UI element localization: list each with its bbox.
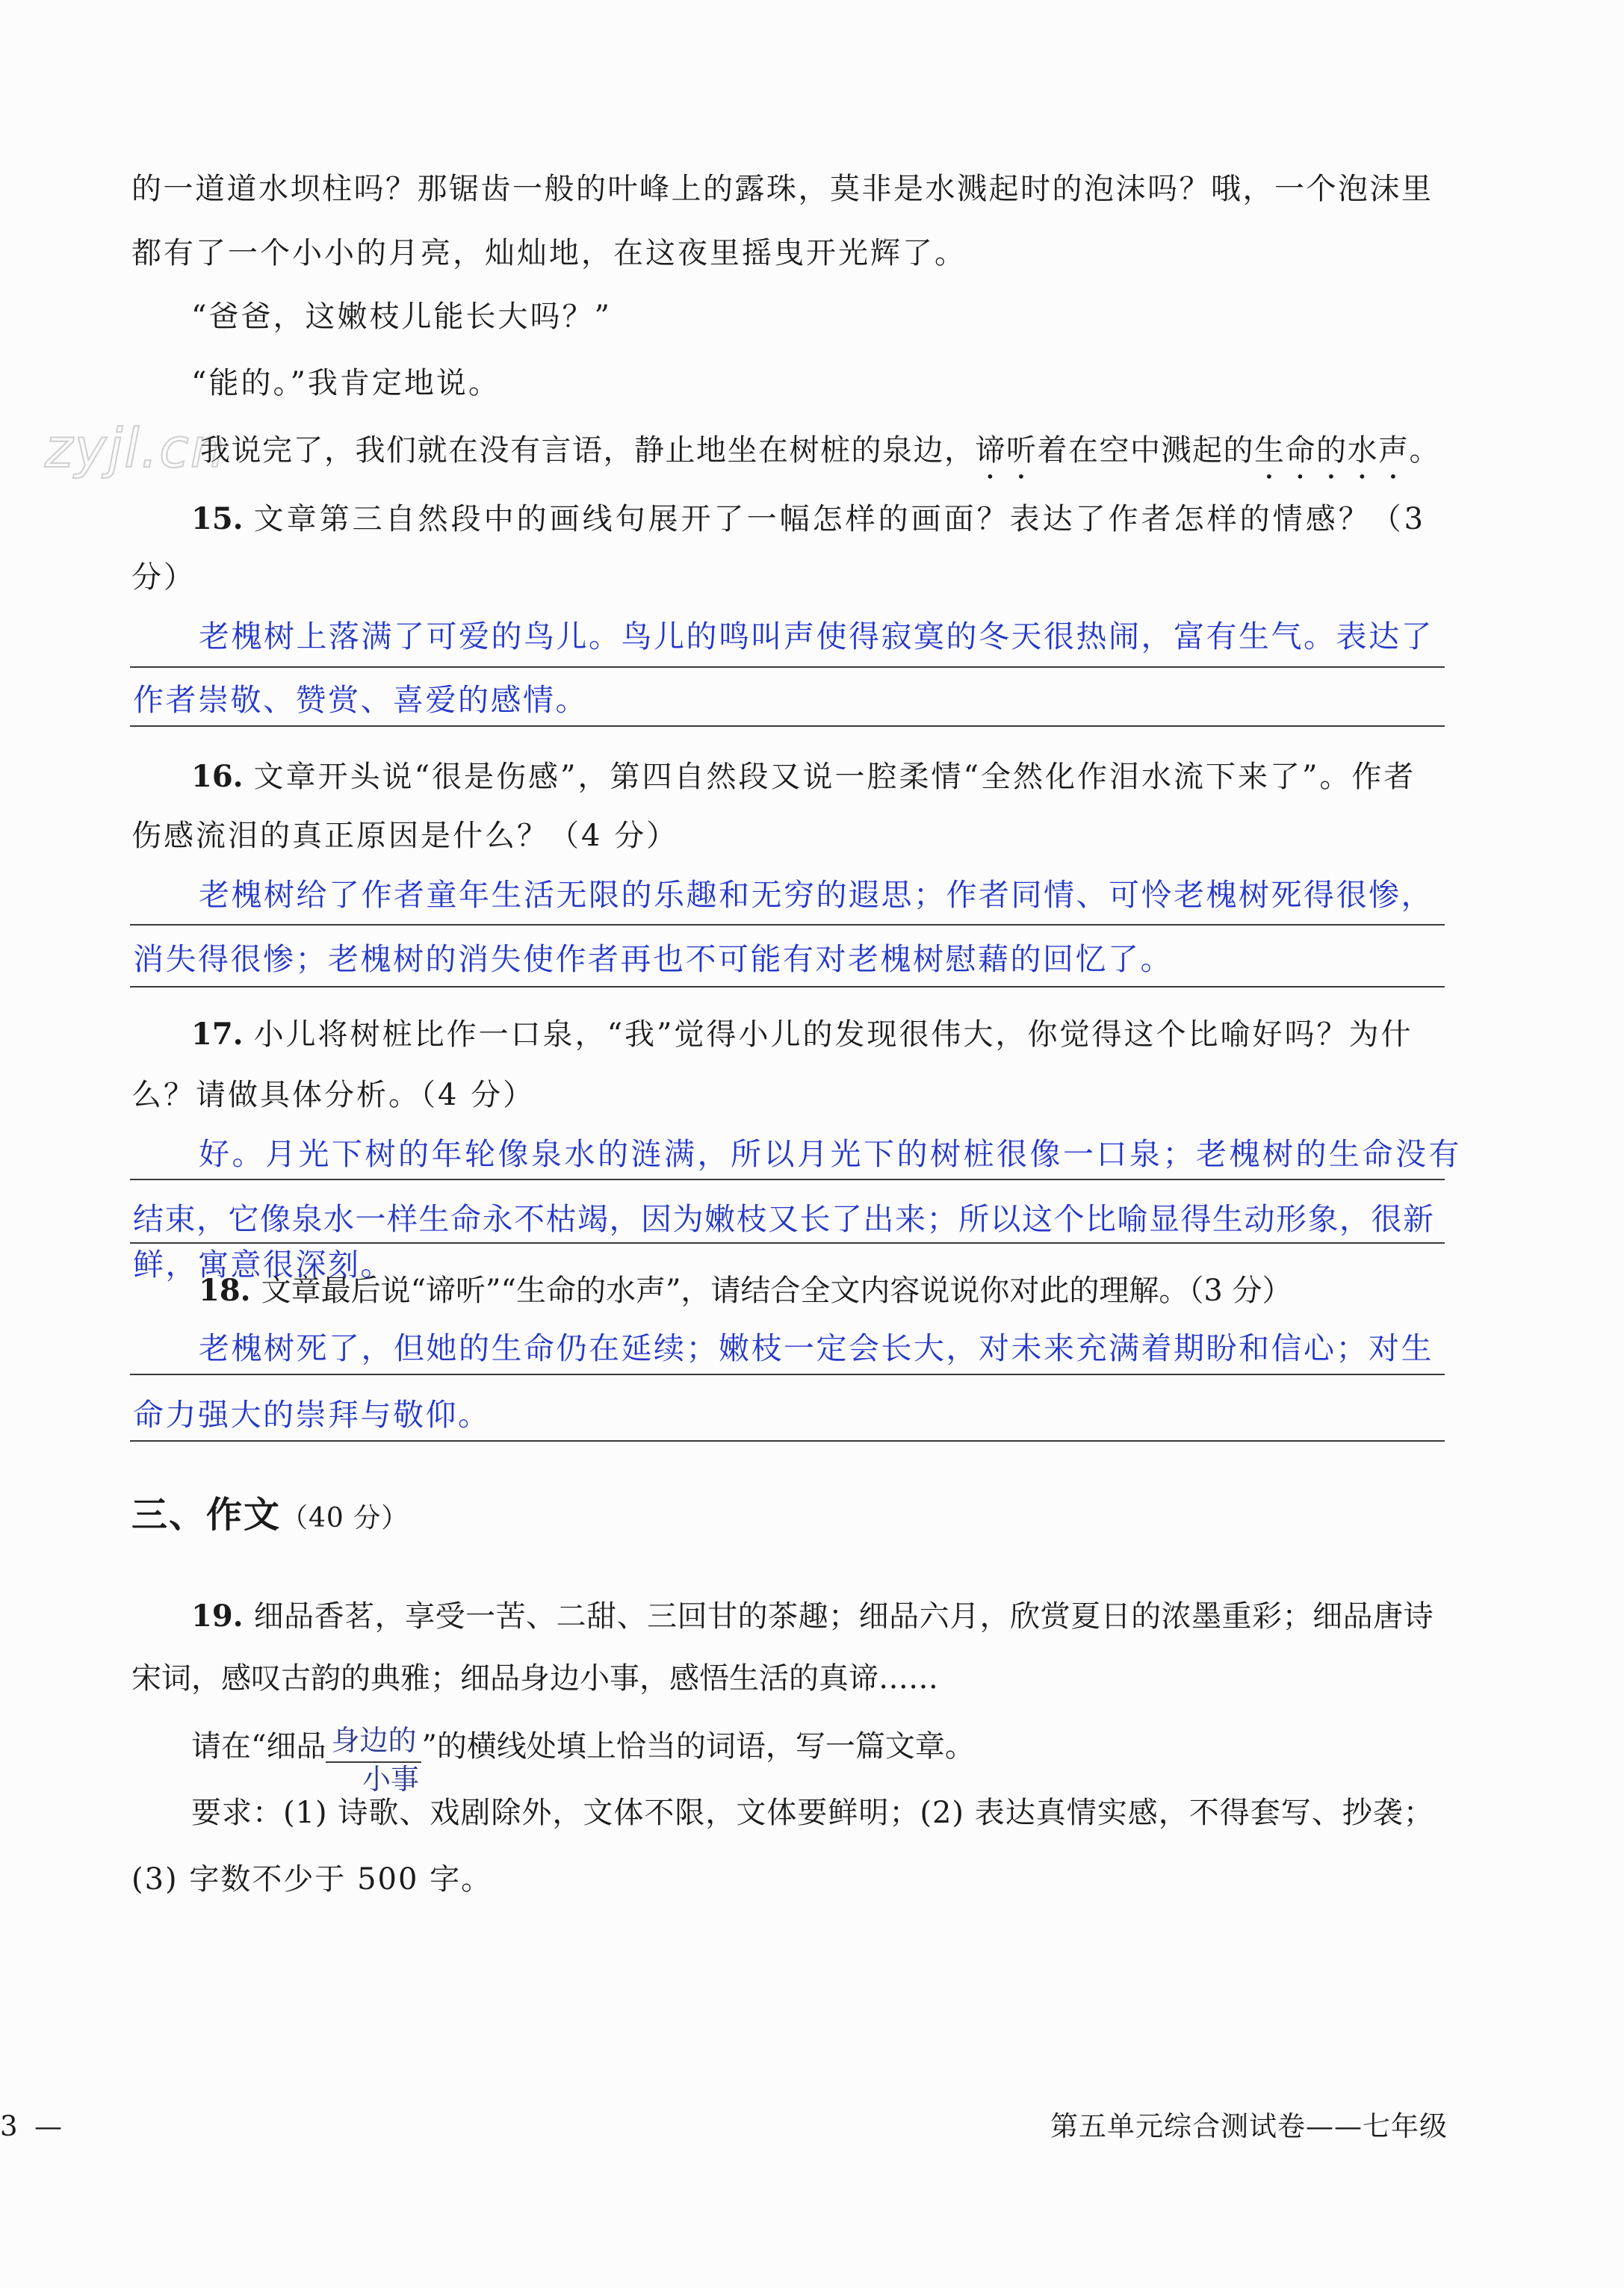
section-heading-title: 三、作文 bbox=[131, 1494, 282, 1536]
question-15-number: 15. bbox=[191, 501, 244, 536]
section-heading-score: （40 分） bbox=[281, 1503, 409, 1534]
passage-line-2: 都有了一个小小的月亮，灿灿地，在这夜里摇曳开光辉了。 bbox=[131, 236, 967, 270]
question-17-text: 小儿将树桩比作一口泉，“我”觉得小儿的发现很伟大，你觉得这个比喻好吗？为什 bbox=[253, 1017, 1413, 1052]
question-17-line-1 bbox=[191, 1018, 1413, 1051]
answer-15-line-2: 作者崇敬、赞赏、喜爱的感情。 bbox=[133, 682, 588, 718]
requirements-line-2: (3) 字数不少于 500 字。 bbox=[131, 1862, 493, 1897]
answer-rule bbox=[130, 924, 1445, 926]
answer-rule bbox=[130, 1440, 1445, 1442]
question-16-line-1 bbox=[191, 760, 1416, 793]
answer-rule bbox=[130, 1242, 1445, 1244]
question-19-number: 19. bbox=[191, 1599, 244, 1634]
footer-title: 第五单元综合测试卷——七年级 bbox=[1050, 2110, 1448, 2142]
answer-16-line-2: 消失得很惨；老槐树的消失使作者再也不可能有对老槐树慰藉的回忆了。 bbox=[133, 941, 1173, 977]
answer-16-line-1: 老槐树给了作者童年生活无限的乐趣和无穷的遐思；作者同情、可怜老槐树死得很惨， bbox=[199, 877, 1434, 913]
question-17-line-2: 么？请做具体分析。（4 分） bbox=[131, 1078, 536, 1112]
question-15-line-1 bbox=[191, 503, 1426, 536]
question-17-number: 17. bbox=[191, 1017, 244, 1052]
question-19-line-1 bbox=[191, 1600, 1434, 1633]
question-16-number: 16. bbox=[191, 759, 244, 794]
question-19-line-2: 宋词，感叹古韵的典雅；细品身边小事，感悟生活的真谛…… bbox=[131, 1661, 938, 1696]
question-19-text: 细品香茗，享受一苦、二甜、三回甘的茶趣；细品六月，欣赏夏日的浓墨重彩；细品唐诗 bbox=[253, 1599, 1434, 1634]
question-18-line-1 bbox=[199, 1274, 1292, 1307]
passage-dialogue-2: “能的。”我肯定地说。 bbox=[191, 366, 500, 400]
handwritten-fill-top: 身边的 bbox=[331, 1724, 417, 1757]
answer-17-line-1: 好。月光下树的年轮像泉水的涟满，所以月光下的树桩很像一口泉；老槐树的生命没有 bbox=[199, 1136, 1462, 1172]
answer-rule bbox=[130, 725, 1445, 727]
answer-rule bbox=[130, 986, 1445, 988]
title-blank bbox=[326, 1724, 421, 1763]
question-18-text: 文章最后说“谛听”“生命的水声”，请结合全文内容说说你对此的理解。（3 分） bbox=[261, 1274, 1292, 1308]
closing-text-2: 着在空中溅起的 bbox=[1037, 433, 1254, 468]
answer-rule bbox=[130, 666, 1445, 668]
composition-instruction bbox=[191, 1724, 975, 1764]
passage-dialogue-1: “爸爸，这嫩枝儿能长大吗？” bbox=[191, 300, 612, 334]
page-number: 3 bbox=[0, 2110, 19, 2142]
requirements-line-1: 要求：(1) 诗歌、戏剧除外，文体不限，文体要鲜明；(2) 表达真情实感，不得套写、抄袭； bbox=[191, 1796, 1434, 1830]
answer-18-line-1: 老槐树死了，但她的生命仍在延续；嫩枝一定会长大，对未来充满着期盼和信心；对生 bbox=[199, 1330, 1434, 1366]
answer-17-line-3: 鲜，寓意很深刻。 bbox=[133, 1247, 393, 1283]
watermark: zyjl.cn bbox=[45, 417, 226, 480]
handwritten-fill-bottom: 小事 bbox=[362, 1763, 420, 1796]
question-15-text: 文章第三自然段中的画线句展开了一幅怎样的画面？表达了作者怎样的情感？（3 bbox=[253, 502, 1427, 536]
page-number-dash: — bbox=[34, 2110, 63, 2142]
answer-15-line-1: 老槐树上落满了可爱的鸟儿。鸟儿的鸣叫声使得寂寞的冬天很热闹，富有生气。表达了 bbox=[199, 618, 1434, 654]
passage-line-1: 的一道道水坝柱吗？那锯齿一般的叶峰上的露珠，莫非是水溅起时的泡沫吗？哦，一个泡沫里 bbox=[131, 172, 1434, 206]
emphasis-life-water-sound: 生命的水声 bbox=[1254, 433, 1410, 468]
question-16-line-2: 伤感流泪的真正原因是什么？（4 分） bbox=[131, 819, 679, 853]
closing-text-1: 我说完了，我们就在没有言语，静止地坐在树桩的泉边， bbox=[200, 433, 976, 468]
answer-17-line-2: 结束，它像泉水一样生命永不枯竭，因为嫩枝又长了出来；所以这个比喻显得生动形象，很新 bbox=[133, 1201, 1435, 1237]
answer-18-line-2: 命力强大的崇拜与敬仰。 bbox=[133, 1397, 491, 1433]
instruction-text-after: ”的横线处填上恰当的词语，写一篇文章。 bbox=[421, 1729, 975, 1764]
question-16-text: 文章开头说“很是伤感”，第四自然段又说一腔柔情“全然化作泪水流下来了”。作者 bbox=[253, 760, 1416, 794]
answer-rule bbox=[130, 1374, 1445, 1375]
answer-rule bbox=[130, 1179, 1445, 1180]
instruction-text-before: 请在“细品 bbox=[191, 1729, 326, 1764]
question-15-line-2: 分） bbox=[131, 560, 196, 595]
emphasis-dili-ting: 谛听 bbox=[975, 433, 1038, 468]
closing-text-3: 。 bbox=[1409, 433, 1440, 468]
question-18-number: 18. bbox=[199, 1273, 251, 1308]
section-heading bbox=[131, 1494, 409, 1536]
passage-closing-line bbox=[200, 433, 1440, 486]
